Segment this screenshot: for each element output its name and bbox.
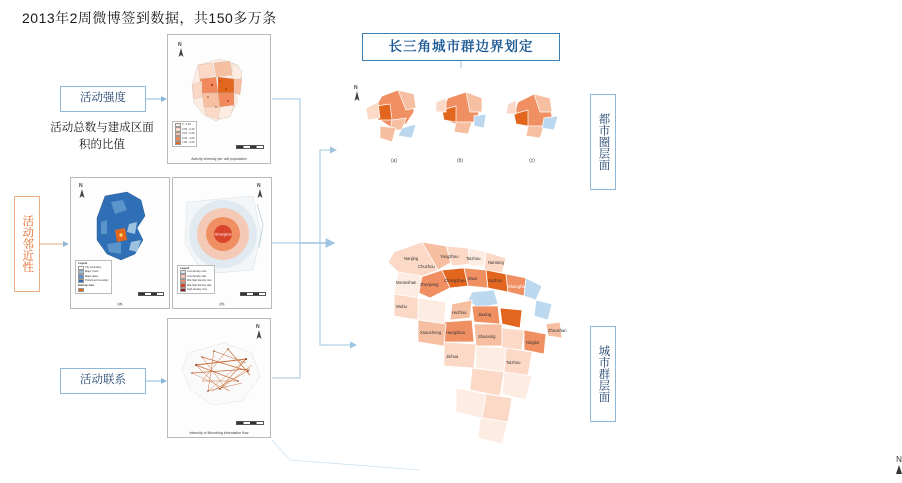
- panel-activity-proximity[interactable]: [172, 177, 272, 309]
- city-label: Nanjing: [404, 256, 419, 261]
- panel-activity-intensity[interactable]: [167, 34, 271, 164]
- callout-ratio-text: [48, 120, 156, 155]
- city-label: Changzhou: [444, 278, 466, 283]
- callout-header-label: 长三角城市群边界划定: [388, 38, 534, 54]
- callout-activity-proximity[interactable]: [14, 196, 40, 292]
- city-label: Xuancheng: [420, 330, 442, 335]
- callout-header-boundary[interactable]: [362, 33, 560, 61]
- legend-swatch: [180, 288, 186, 292]
- panel-information-flow[interactable]: [167, 318, 271, 438]
- metro-map-caption-b: (b): [456, 158, 464, 164]
- legend-title: Legend: [78, 262, 88, 266]
- callout-activity-link[interactable]: [60, 368, 146, 394]
- city-label: Suzhou: [488, 278, 503, 283]
- callout-ratio-label: 活动总数与建成区面积的比值: [50, 122, 154, 152]
- north-arrow-icon: N: [79, 184, 85, 200]
- proximity-legend: Legend Low density core Low density side Mid-high density core Mid-high density side High density core: [177, 265, 215, 294]
- panel-caption: Activity intensity per unit population: [191, 157, 247, 161]
- label-cluster-level-text: 城市群层面: [597, 345, 610, 403]
- city-label: Hangzhou: [446, 330, 466, 335]
- city-label: Chuzhou: [418, 264, 435, 269]
- built-up-legend: Legend City boundary Major rivers Major lakes Prefecture boundary Built-up area: [75, 260, 112, 294]
- callout-activity-intensity-label: 活动强度: [80, 92, 126, 105]
- north-arrow-icon: N: [256, 325, 262, 341]
- intensity-legend: 0 - 0.05 0.05 - 0.15 0.15 - 0.40 0.40 - 1.00 1.00 - 3.20: [172, 121, 197, 147]
- city-label: Wuxi: [468, 276, 478, 281]
- city-label: Wuhu: [396, 304, 407, 309]
- callout-activity-intensity[interactable]: [60, 86, 146, 112]
- north-arrow-icon: N: [896, 456, 902, 474]
- panel-caption: (b): [219, 301, 225, 306]
- scale-bar: [138, 292, 164, 296]
- scale-bar: [236, 421, 264, 425]
- city-label: Yangzhou: [440, 254, 459, 259]
- panel-caption: Intensity of Microblog information flow: [189, 431, 249, 435]
- legend-swatch: [175, 141, 181, 145]
- city-label: Jiaxing: [478, 312, 492, 317]
- label-metro-level-text: 都市圈层面: [597, 113, 610, 171]
- city-label: Shanghai: [508, 284, 526, 289]
- label-metro-level[interactable]: [590, 94, 616, 190]
- city-label: Shaoxing: [478, 334, 496, 339]
- cluster-map-svg: [360, 218, 582, 468]
- city-label: Taizhou: [466, 256, 481, 261]
- panel-built-up-area[interactable]: [70, 177, 170, 309]
- legend-swatch: [78, 288, 84, 292]
- callout-activity-proximity-label: 活动邻近性: [21, 215, 34, 273]
- metro-maps-svg: [336, 68, 580, 198]
- north-arrow-icon: N: [257, 184, 263, 200]
- city-label: Nantong: [488, 260, 504, 265]
- north-arrow-icon: N: [354, 86, 360, 103]
- callout-activity-link-label: 活动联系: [80, 374, 126, 387]
- legend-subtitle: Built-up area: [78, 284, 94, 288]
- page-title: 2013年2周微博签到数据，共150多万条: [22, 10, 277, 26]
- north-arrow-icon: N: [178, 43, 184, 59]
- city-label: Zhenjiang: [420, 282, 439, 287]
- city-label: Taizhou: [506, 360, 521, 365]
- scale-bar: [236, 145, 264, 149]
- city-label: Ningbo: [526, 340, 540, 345]
- city-label: Zhoushan: [548, 328, 567, 333]
- city-label: Ma'anshan: [396, 280, 417, 285]
- legend-title: Legend: [180, 266, 190, 270]
- scale-bar: [240, 292, 266, 296]
- metro-map-caption-a: (a): [390, 158, 398, 164]
- label-cluster-level[interactable]: [590, 326, 616, 422]
- metro-map-caption-c: (c): [529, 158, 535, 164]
- city-label: Jinhua: [446, 354, 459, 359]
- center-city-label: Shanghai: [214, 231, 232, 237]
- city-label: Huzhou: [452, 310, 467, 315]
- metro-circle-maps[interactable]: [336, 68, 580, 198]
- panel-caption: (a): [117, 301, 123, 306]
- legend-swatch: [78, 279, 84, 283]
